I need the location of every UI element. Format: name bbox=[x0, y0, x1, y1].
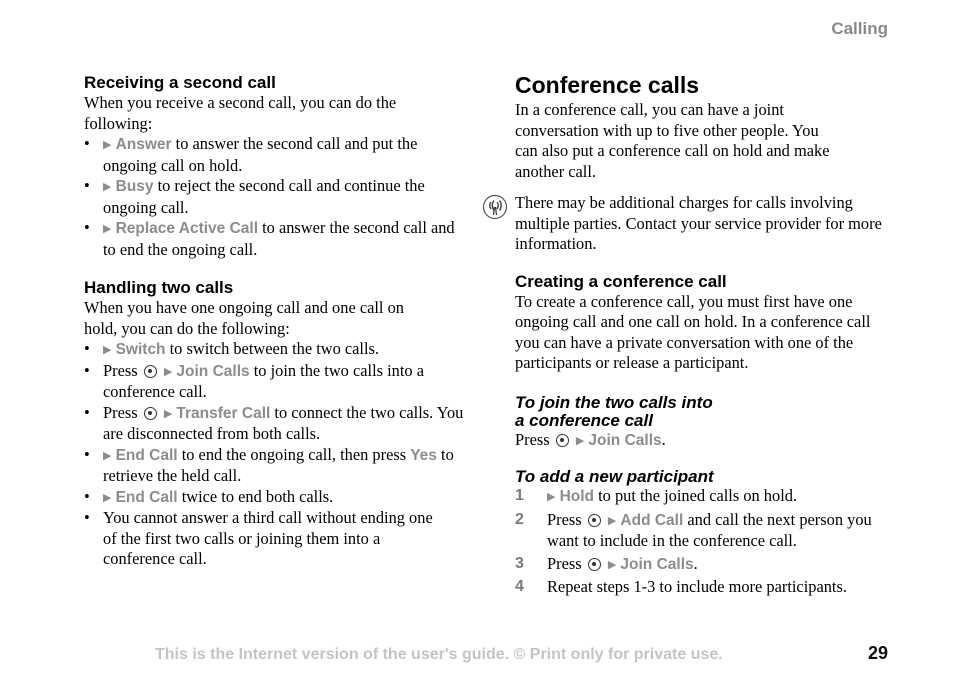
cmd-replace-active-call: Replace Active Call bbox=[115, 220, 259, 237]
step-item: 1 ▶ Hold to put the joined calls on hold. bbox=[515, 486, 798, 505]
add-participant-steps bbox=[515, 486, 895, 598]
select-key-icon bbox=[556, 434, 569, 447]
cmd-answer: Answer bbox=[115, 136, 172, 153]
list-item: • ▶ End Call to end the ongoing call, then press Yes to retrieve the held call. bbox=[84, 444, 454, 485]
arrow-right-icon: ▶ bbox=[103, 223, 112, 235]
list-item: • Press ▶ Transfer Call to connect the two calls. You are disconnected from both calls. bbox=[84, 402, 464, 443]
footer-disclaimer: This is the Internet version of the user's guide. © Print only for private use. bbox=[155, 646, 723, 663]
add-participant-heading: To add a new participant bbox=[515, 467, 714, 486]
select-key-icon bbox=[144, 365, 157, 378]
step-item: 3 Press ▶ Join Calls. bbox=[515, 553, 698, 573]
arrow-right-icon: ▶ bbox=[103, 491, 112, 504]
list-item: • ▶ End Call twice to end both calls. bbox=[84, 486, 334, 506]
handling-intro: When you have one ongoing call and one call on hold, you can do the following: bbox=[84, 298, 404, 338]
list-item: • ▶ Busy to reject the second call and continue the ongoing call. bbox=[84, 176, 425, 217]
arrow-right-icon: ▶ bbox=[547, 491, 556, 503]
cmd-busy: Busy bbox=[115, 178, 154, 195]
join-heading: To join the two calls into a conference call bbox=[515, 392, 713, 430]
network-note-icon bbox=[482, 194, 508, 220]
arrow-right-icon: ▶ bbox=[103, 449, 112, 462]
page-number: 29 bbox=[867, 643, 888, 663]
arrow-right-icon: ▶ bbox=[103, 139, 112, 151]
list-item: • ▶ Replace Active Call to answer the second call and to end the ongoing call. bbox=[84, 218, 455, 259]
arrow-right-icon: ▶ bbox=[103, 181, 112, 193]
handling-heading: Handling two calls bbox=[84, 278, 234, 297]
list-item: • ▶ Answer to answer the second call and put the ongoing call on hold. bbox=[84, 134, 418, 175]
select-key-icon bbox=[588, 558, 601, 571]
step-item: 2 Press ▶ Add Call and call the next person you want to include in the conference call. bbox=[515, 509, 872, 550]
select-key-icon bbox=[588, 514, 601, 527]
list-item: • ▶ Switch to switch between the two calls. bbox=[84, 339, 380, 358]
arrow-right-icon: ▶ bbox=[607, 514, 617, 527]
section-header: Calling bbox=[831, 19, 888, 38]
receiving-heading: Receiving a second call bbox=[84, 73, 276, 92]
page-title: Conference calls bbox=[515, 72, 700, 98]
arrow-right-icon: ▶ bbox=[607, 558, 617, 571]
arrow-right-icon: ▶ bbox=[163, 365, 173, 378]
conference-intro: In a conference call, you can have a joint conversation with up to five other people. You can also put a conference call on hold and make another call. bbox=[515, 100, 830, 181]
creating-text: To create a conference call, you must first have one ongoing call and one call on hold. In a conference call you can have a private conversation with one of the participants or release a participant. bbox=[515, 291, 871, 372]
list-item: • You cannot answer a third call without ending one of the first two calls or joining them into a conference call. bbox=[84, 508, 433, 568]
list-item: • Press ▶ Join Calls to join the two calls into a conference call. bbox=[84, 360, 424, 401]
arrow-right-icon: ▶ bbox=[575, 434, 585, 447]
join-instruction: Press ▶ Join Calls. bbox=[515, 429, 666, 449]
step-item: 4 Repeat steps 1-3 to include more participants. bbox=[515, 577, 847, 596]
handling-list bbox=[84, 339, 464, 570]
receiving-list bbox=[84, 134, 464, 260]
arrow-right-icon: ▶ bbox=[163, 407, 173, 420]
right-column bbox=[515, 72, 895, 600]
arrow-right-icon: ▶ bbox=[103, 344, 112, 356]
left-column bbox=[84, 73, 464, 570]
select-key-icon bbox=[144, 407, 157, 420]
receiving-intro: When you receive a second call, you can do the following: bbox=[84, 93, 397, 133]
charges-note: There may be additional charges for calls involving multiple parties. Contact your service provider for more information. bbox=[515, 193, 882, 253]
creating-heading: Creating a conference call bbox=[515, 271, 727, 291]
